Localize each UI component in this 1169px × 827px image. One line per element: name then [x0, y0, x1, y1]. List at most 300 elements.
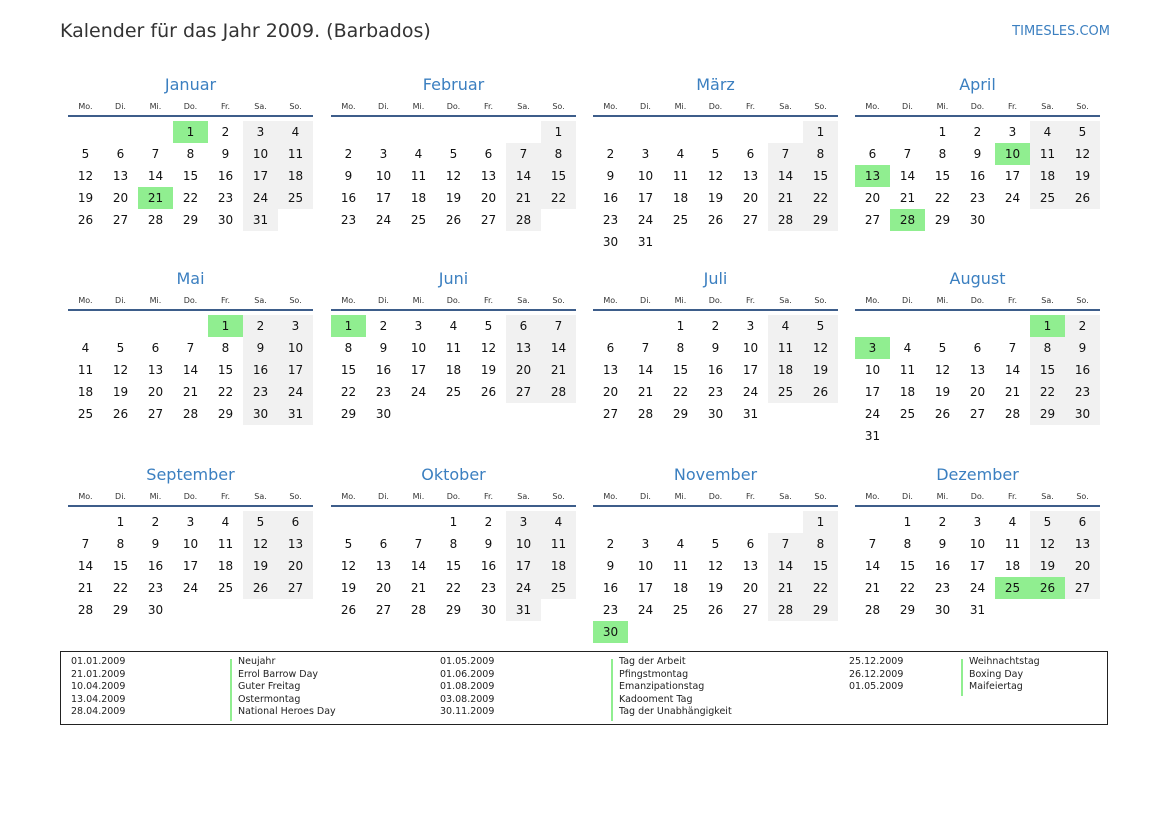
day-cell: 28: [410, 603, 427, 617]
day-cell: 12: [707, 559, 724, 573]
weekday-label: Mi.: [412, 102, 425, 111]
day-cell: 18: [278, 165, 313, 187]
weekday-label: Fr.: [483, 296, 494, 305]
day-cell: 19: [803, 359, 838, 381]
holiday-day-cell: 1: [331, 315, 366, 337]
day-cell: 22: [899, 581, 916, 595]
day-cell: 9: [1065, 337, 1100, 359]
day-cell: 30: [375, 407, 392, 421]
day-cell: 2: [344, 147, 353, 161]
day-cell: 7: [1008, 341, 1017, 355]
weekday-label: Fr.: [1007, 492, 1018, 501]
day-cell: 25: [77, 407, 94, 421]
legend-entry: Guter Freitag: [238, 681, 301, 693]
day-cell: 25: [541, 577, 576, 599]
weekday-label: So.: [1076, 296, 1089, 305]
month-rule: [593, 115, 838, 117]
day-cell: 15: [340, 363, 357, 377]
day-cell: 12: [112, 363, 129, 377]
day-cell: 17: [278, 359, 313, 381]
weekday-label: Mo.: [865, 102, 880, 111]
day-cell: 5: [116, 341, 125, 355]
holiday-day-cell: 1: [208, 315, 243, 337]
day-cell: 9: [484, 537, 493, 551]
weekday-label: So.: [552, 102, 565, 111]
day-cell: 3: [379, 147, 388, 161]
month-name: November: [673, 465, 758, 484]
day-cell: 9: [243, 337, 278, 359]
day-cell: 24: [243, 187, 278, 209]
legend-entry: 01.01.2009: [71, 656, 126, 667]
day-cell: 18: [445, 363, 462, 377]
day-cell: 22: [340, 385, 357, 399]
day-cell: 18: [899, 385, 916, 399]
day-cell: 25: [410, 213, 427, 227]
day-cell: 2: [973, 125, 982, 139]
weekday-label: Sa.: [1041, 296, 1054, 305]
month-rule: [855, 505, 1100, 507]
day-cell: 7: [541, 315, 576, 337]
weekday-label: Do.: [708, 492, 723, 501]
weekday-label: Mo.: [341, 492, 356, 501]
day-cell: 12: [340, 559, 357, 573]
day-cell: 30: [1065, 403, 1100, 425]
weekday-label: Di.: [640, 492, 651, 501]
day-cell: 2: [938, 515, 947, 529]
legend-entry: 13.04.2009: [71, 693, 126, 705]
day-cell: 11: [77, 363, 94, 377]
day-cell: 6: [506, 315, 541, 337]
day-cell: 12: [243, 533, 278, 555]
day-cell: 12: [707, 169, 724, 183]
day-cell: 14: [77, 559, 94, 573]
legend-entry: Kadooment Tag: [619, 693, 693, 705]
day-cell: 24: [742, 385, 759, 399]
day-cell: 26: [243, 577, 278, 599]
day-cell: 8: [803, 143, 838, 165]
day-cell: 21: [506, 187, 541, 209]
day-cell: 18: [410, 191, 427, 205]
day-cell: 20: [864, 191, 881, 205]
day-cell: 5: [1030, 511, 1065, 533]
day-cell: 3: [414, 319, 423, 333]
day-cell: 29: [182, 213, 199, 227]
holiday-day-cell: 26: [1030, 577, 1065, 599]
day-cell: 9: [938, 537, 947, 551]
day-cell: 15: [217, 363, 234, 377]
weekday-label: Fr.: [220, 296, 231, 305]
month-name: Dezember: [936, 465, 1019, 484]
day-cell: 25: [768, 381, 803, 403]
weekday-label: Mo.: [865, 492, 880, 501]
weekday-label: Sa.: [1041, 102, 1054, 111]
day-cell: 9: [151, 537, 160, 551]
day-cell: 19: [1030, 555, 1065, 577]
day-cell: 20: [506, 359, 541, 381]
day-cell: 6: [484, 147, 493, 161]
day-cell: 5: [938, 341, 947, 355]
legend-entry: Tag der Arbeit: [619, 656, 686, 667]
day-cell: 31: [742, 407, 759, 421]
weekday-label: Mo.: [78, 492, 93, 501]
day-cell: 15: [672, 363, 689, 377]
day-cell: 21: [1004, 385, 1021, 399]
weekday-label: So.: [552, 296, 565, 305]
day-cell: 8: [1030, 337, 1065, 359]
weekday-label: Di.: [378, 296, 389, 305]
month-rule: [593, 505, 838, 507]
day-cell: 22: [541, 187, 576, 209]
weekday-label: Mi.: [412, 296, 425, 305]
day-cell: 6: [973, 341, 982, 355]
day-cell: 23: [340, 213, 357, 227]
day-cell: 21: [541, 359, 576, 381]
day-cell: 28: [637, 407, 654, 421]
day-cell: 21: [637, 385, 654, 399]
day-cell: 7: [768, 533, 803, 555]
day-cell: 11: [672, 559, 689, 573]
weekday-label: So.: [814, 102, 827, 111]
day-cell: 21: [77, 581, 94, 595]
weekday-label: Mo.: [341, 102, 356, 111]
day-cell: 8: [116, 537, 125, 551]
day-cell: 8: [938, 147, 947, 161]
day-cell: 15: [934, 169, 951, 183]
day-cell: 10: [637, 559, 654, 573]
day-cell: 25: [278, 187, 313, 209]
day-cell: 16: [602, 581, 619, 595]
day-cell: 31: [506, 599, 541, 621]
day-cell: 2: [711, 319, 720, 333]
weekday-label: Mo.: [603, 102, 618, 111]
weekday-label: Mo.: [78, 102, 93, 111]
day-cell: 24: [637, 603, 654, 617]
legend-entry: 30.11.2009: [440, 706, 495, 718]
legend-entry: Errol Barrow Day: [238, 668, 319, 680]
day-cell: 29: [217, 407, 234, 421]
day-cell: 16: [969, 169, 986, 183]
day-cell: 5: [81, 147, 90, 161]
day-cell: 10: [969, 537, 986, 551]
day-cell: 14: [147, 169, 164, 183]
day-cell: 2: [151, 515, 160, 529]
day-cell: 6: [746, 537, 755, 551]
day-cell: 15: [112, 559, 129, 573]
legend-entry: 26.12.2009: [849, 668, 904, 680]
day-cell: 1: [676, 319, 685, 333]
day-cell: 3: [278, 315, 313, 337]
day-cell: 14: [768, 555, 803, 577]
day-cell: 15: [1030, 359, 1065, 381]
day-cell: 25: [672, 603, 689, 617]
day-cell: 22: [1030, 381, 1065, 403]
day-cell: 20: [375, 581, 392, 595]
day-cell: 28: [147, 213, 164, 227]
day-cell: 5: [484, 319, 493, 333]
legend-entry: Boxing Day: [969, 668, 1024, 680]
holiday-legend: [60, 651, 1108, 725]
day-cell: 17: [182, 559, 199, 573]
weekday-label: So.: [552, 492, 565, 501]
weekday-label: Fr.: [745, 102, 756, 111]
day-cell: 17: [243, 165, 278, 187]
day-cell: 9: [221, 147, 230, 161]
day-cell: 22: [217, 385, 234, 399]
day-cell: 26: [934, 407, 951, 421]
legend-entry: 01.05.2009: [849, 681, 904, 693]
day-cell: 23: [217, 191, 234, 205]
day-cell: 15: [182, 169, 199, 183]
day-cell: 27: [506, 381, 541, 403]
day-cell: 7: [151, 147, 160, 161]
day-cell: 30: [602, 235, 619, 249]
day-cell: 8: [903, 537, 912, 551]
day-cell: 14: [541, 337, 576, 359]
day-cell: 16: [1065, 359, 1100, 381]
holiday-day-cell: 13: [855, 165, 890, 187]
day-cell: 20: [969, 385, 986, 399]
weekday-label: Mo.: [865, 296, 880, 305]
weekday-label: Do.: [708, 296, 723, 305]
day-cell: 18: [541, 555, 576, 577]
day-cell: 9: [606, 169, 615, 183]
legend-entry: Maifeiertag: [969, 681, 1023, 693]
legend-entry: 01.06.2009: [440, 668, 495, 680]
day-cell: 3: [973, 515, 982, 529]
day-cell: 11: [1030, 143, 1065, 165]
day-cell: 4: [81, 341, 90, 355]
day-cell: 29: [445, 603, 462, 617]
month-name: Oktober: [421, 465, 486, 484]
day-cell: 4: [676, 147, 685, 161]
day-cell: 18: [217, 559, 234, 573]
day-cell: 4: [1008, 515, 1017, 529]
day-cell: 29: [672, 407, 689, 421]
day-cell: 6: [151, 341, 160, 355]
day-cell: 16: [707, 363, 724, 377]
weekday-label: Fr.: [220, 492, 231, 501]
day-cell: 23: [1065, 381, 1100, 403]
day-cell: 11: [672, 169, 689, 183]
weekday-label: So.: [289, 102, 302, 111]
day-cell: 1: [541, 121, 576, 143]
day-cell: 27: [742, 213, 759, 227]
day-cell: 27: [864, 213, 881, 227]
weekday-label: Sa.: [779, 296, 792, 305]
legend-entry: Emanzipationstag: [619, 681, 705, 693]
day-cell: 18: [672, 191, 689, 205]
day-cell: 30: [707, 407, 724, 421]
holiday-day-cell: 25: [995, 577, 1030, 599]
day-cell: 4: [221, 515, 230, 529]
day-cell: 17: [637, 191, 654, 205]
day-cell: 20: [480, 191, 497, 205]
day-cell: 6: [868, 147, 877, 161]
weekday-label: Sa.: [517, 296, 530, 305]
day-cell: 25: [899, 407, 916, 421]
weekday-label: Do.: [183, 492, 198, 501]
weekday-label: Di.: [115, 492, 126, 501]
day-cell: 6: [606, 341, 615, 355]
month-rule: [68, 115, 313, 117]
day-cell: 6: [379, 537, 388, 551]
day-cell: 21: [768, 187, 803, 209]
holiday-day-cell: 1: [173, 121, 208, 143]
day-cell: 13: [1065, 533, 1100, 555]
legend-dates-3: [849, 656, 903, 694]
month-name: Januar: [164, 75, 217, 94]
day-cell: 13: [375, 559, 392, 573]
legend-entry: 10.04.2009: [71, 681, 126, 693]
day-cell: 31: [243, 209, 278, 231]
weekday-label: Do.: [970, 492, 985, 501]
day-cell: 11: [899, 363, 916, 377]
holiday-day-cell: 1: [1030, 315, 1065, 337]
day-cell: 9: [606, 559, 615, 573]
month-rule: [68, 309, 313, 311]
weekday-label: Di.: [115, 102, 126, 111]
day-cell: 8: [541, 143, 576, 165]
day-cell: 19: [480, 363, 497, 377]
day-cell: 3: [641, 537, 650, 551]
weekday-label: Fr.: [220, 102, 231, 111]
month-name: Februar: [422, 75, 485, 94]
day-cell: 5: [711, 147, 720, 161]
day-cell: 2: [243, 315, 278, 337]
weekday-label: Do.: [708, 102, 723, 111]
day-cell: 18: [672, 581, 689, 595]
day-cell: 30: [217, 213, 234, 227]
legend-entry: 03.08.2009: [440, 693, 495, 705]
weekday-label: Fr.: [483, 492, 494, 501]
day-cell: 23: [602, 603, 619, 617]
day-cell: 1: [938, 125, 947, 139]
weekday-label: Mi.: [149, 492, 162, 501]
legend-entry: National Heroes Day: [238, 706, 336, 718]
day-cell: 16: [934, 559, 951, 573]
day-cell: 22: [803, 577, 838, 599]
day-cell: 19: [112, 385, 129, 399]
day-cell: 23: [480, 581, 497, 595]
day-cell: 10: [375, 169, 392, 183]
weekday-label: Di.: [902, 296, 913, 305]
day-cell: 30: [243, 403, 278, 425]
day-cell: 17: [506, 555, 541, 577]
month-rule: [331, 115, 576, 117]
day-cell: 17: [410, 363, 427, 377]
day-cell: 10: [742, 341, 759, 355]
day-cell: 28: [768, 599, 803, 621]
day-cell: 29: [934, 213, 951, 227]
day-cell: 27: [278, 577, 313, 599]
day-cell: 16: [375, 363, 392, 377]
day-cell: 5: [711, 537, 720, 551]
weekday-label: Mi.: [936, 102, 949, 111]
day-cell: 26: [340, 603, 357, 617]
day-cell: 26: [707, 213, 724, 227]
day-cell: 14: [410, 559, 427, 573]
day-cell: 15: [803, 165, 838, 187]
day-cell: 23: [707, 385, 724, 399]
day-cell: 13: [147, 363, 164, 377]
day-cell: 7: [868, 537, 877, 551]
day-cell: 14: [182, 363, 199, 377]
weekday-label: Do.: [183, 296, 198, 305]
weekday-label: Sa.: [517, 102, 530, 111]
day-cell: 20: [112, 191, 129, 205]
day-cell: 25: [217, 581, 234, 595]
day-cell: 10: [864, 363, 881, 377]
day-cell: 23: [375, 385, 392, 399]
weekday-label: Mi.: [936, 296, 949, 305]
weekday-label: Mo.: [341, 296, 356, 305]
day-cell: 16: [217, 169, 234, 183]
weekday-label: Di.: [115, 296, 126, 305]
day-cell: 16: [147, 559, 164, 573]
weekday-label: Mo.: [78, 296, 93, 305]
legend-dates-2: [440, 656, 494, 719]
weekday-label: Di.: [640, 102, 651, 111]
day-cell: 15: [541, 165, 576, 187]
day-cell: 21: [899, 191, 916, 205]
day-cell: 28: [768, 209, 803, 231]
day-cell: 4: [903, 341, 912, 355]
day-cell: 25: [1030, 187, 1065, 209]
weekday-label: Mi.: [674, 296, 687, 305]
day-cell: 8: [676, 341, 685, 355]
day-cell: 1: [803, 511, 838, 533]
day-cell: 10: [637, 169, 654, 183]
legend-entry: 25.12.2009: [849, 656, 904, 667]
day-cell: 24: [637, 213, 654, 227]
day-cell: 21: [864, 581, 881, 595]
day-cell: 6: [746, 147, 755, 161]
brand-link[interactable]: TIMESLES.COM: [1012, 24, 1110, 39]
day-cell: 29: [340, 407, 357, 421]
day-cell: 19: [77, 191, 94, 205]
weekday-label: Sa.: [254, 296, 267, 305]
day-cell: 14: [637, 363, 654, 377]
weekday-label: Mi.: [149, 296, 162, 305]
day-cell: 6: [1065, 511, 1100, 533]
day-cell: 10: [278, 337, 313, 359]
weekday-label: So.: [289, 296, 302, 305]
day-cell: 5: [449, 147, 458, 161]
day-cell: 16: [480, 559, 497, 573]
day-cell: 3: [506, 511, 541, 533]
day-cell: 11: [541, 533, 576, 555]
day-cell: 9: [344, 169, 353, 183]
month-name: Mai: [176, 269, 205, 288]
day-cell: 4: [541, 511, 576, 533]
day-cell: 6: [278, 511, 313, 533]
month-name: März: [696, 75, 735, 94]
day-cell: 12: [77, 169, 94, 183]
weekday-label: So.: [1076, 102, 1089, 111]
day-cell: 22: [934, 191, 951, 205]
month-rule: [331, 505, 576, 507]
day-cell: 29: [1030, 403, 1065, 425]
day-cell: 23: [147, 581, 164, 595]
day-cell: 27: [969, 407, 986, 421]
day-cell: 5: [243, 511, 278, 533]
day-cell: 30: [934, 603, 951, 617]
legend-names-1: [238, 656, 336, 719]
day-cell: 28: [506, 209, 541, 231]
weekday-label: Di.: [378, 102, 389, 111]
day-cell: 14: [506, 165, 541, 187]
day-cell: 27: [602, 407, 619, 421]
